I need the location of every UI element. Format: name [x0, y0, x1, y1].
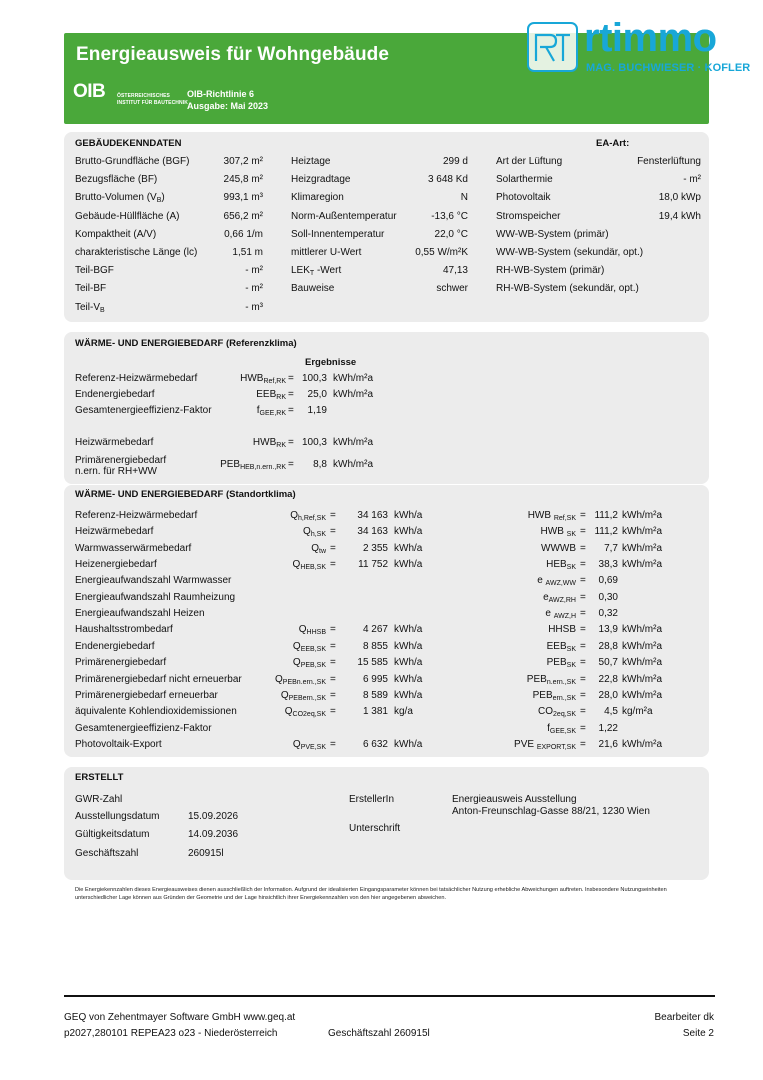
building-data-title: GEBÄUDEKENNDATEN — [75, 138, 182, 149]
col2-label: Soll-Innentemperatur — [291, 228, 385, 240]
site-row-q-symbol: $Q_{PEB,SK}$ — [292, 657, 326, 670]
ea-art-label: EA-Art: — [596, 138, 630, 149]
col3-label: Photovoltaik — [496, 192, 551, 204]
site-row-q-symbol: $Q_{EEB,SK}$ — [292, 640, 326, 653]
col1-value: 245,8 m² — [223, 174, 263, 186]
site-row-q-value: 1 381 — [362, 706, 388, 718]
site-row-k-unit: kWh/m²a — [622, 526, 662, 538]
site-row-k-symbol: e $_{AWZ,H}$ — [545, 608, 576, 621]
file-number-value: 260915l — [188, 848, 224, 859]
site-row-q-unit: kWh/a — [394, 542, 423, 554]
site-row-label: äquivalente Kohlendioxidemissionen — [75, 706, 237, 718]
site-row-k-value: 28,8 — [598, 640, 618, 652]
col1-label: Brutto-Volumen $(V_B)$ — [75, 192, 165, 205]
site-row-q-symbol: $Q_{PEBn.ern.,SK}$ — [275, 673, 326, 686]
site-row-q-unit: kg/a — [394, 706, 413, 718]
guideline-label: OIB-Richtlinie 6 — [187, 89, 255, 99]
col2-value: N — [460, 192, 468, 204]
reference-row-value: 1,19 — [307, 405, 327, 416]
site-row-label: Heizenergiebedarf — [75, 559, 157, 571]
site-row-label: Photovoltaik-Export — [75, 738, 162, 750]
col1-value: 1,51 m — [232, 247, 263, 258]
site-row-q-unit: kWh/a — [394, 657, 423, 669]
site-row-k-equals: = — [580, 559, 586, 571]
col2-value: 3 648 Kd — [427, 174, 468, 186]
reference-row-unit: kWh/m²a — [333, 389, 373, 400]
site-row-k-value: 0,69 — [598, 575, 618, 587]
col1-value: - m² — [245, 265, 263, 277]
site-row-k-symbol: HWB $_{Ref,SK}$ — [527, 510, 576, 522]
col3-label: Art der Lüftung — [496, 156, 563, 167]
site-row-k-unit: kWh/m²a — [622, 510, 662, 521]
site-row-q-unit: kWh/a — [394, 673, 423, 685]
site-row-label: Primärenergiebedarf — [75, 657, 167, 669]
disclaimer: Die Energiekennzahlen dieses Energieausweises dienen ausschließlich der Information. Aufgrund der idealisierten Eingangsparameter können bei tatsächlicher Nutzung erhebliche Abweichungen auftreten. Insbesondere Nutzungseinheiten unterschiedlicher Lage können aus Gründen der Geometrie und der Lage hinsichtlich ihrer Energiekennzahlen von den hier angegebenen abweichen. — [75, 887, 667, 901]
col3-value: - m² — [683, 174, 701, 186]
site-row-k-value: 21,6 — [598, 738, 618, 750]
reference-climate-title: WÄRME- UND ENERGIEBEDARF (Referenzklima) — [75, 338, 297, 349]
site-row-q-unit: kWh/a — [394, 640, 423, 652]
site-row-q-unit: kWh/a — [394, 559, 423, 571]
col3-label: WW-WB-System (primär) — [496, 228, 609, 240]
results-label: Ergebnisse — [305, 357, 357, 368]
footer-divider — [64, 995, 715, 997]
col1-label: Teil-BGF — [75, 265, 114, 277]
col2-value: 47,13 — [442, 265, 468, 277]
site-row-k-unit: kWh/m²a — [622, 673, 662, 685]
creator-line2: Anton-Freunschlag-Gasse 88/21, 1230 Wien — [452, 806, 650, 817]
peb-label — [75, 455, 166, 477]
site-row-q-unit: kWh/a — [394, 510, 423, 521]
site-row-q-value: 4 267 — [362, 624, 388, 636]
oib-org-line2: INSTITUT FÜR BAUTECHNIK — [117, 100, 188, 106]
site-row-q-value: 6 995 — [362, 673, 388, 685]
col2-value: 0,55 W/m²K — [415, 247, 468, 258]
site-row-k-symbol: $CO_{2eq,SK}$ — [538, 706, 576, 719]
peb-symbol: $PEB_{HEB,n.ern.,RK}$ — [220, 459, 286, 471]
site-row-q-equals: = — [330, 624, 336, 636]
site-row-k-equals: = — [580, 689, 586, 701]
site-row-k-value: 4,5 — [604, 706, 618, 718]
site-row-q-symbol: $Q_{HHSB}$ — [298, 624, 326, 637]
oib-logo: OIB — [73, 81, 106, 102]
site-row-label: Energieaufwandszahl Heizen — [75, 608, 205, 620]
site-row-k-unit: kWh/m²a — [622, 657, 662, 669]
site-row-q-value: 2 355 — [362, 542, 388, 554]
site-row-k-unit: kWh/m²a — [622, 738, 662, 750]
site-row-q-equals: = — [330, 510, 336, 521]
site-row-q-symbol: $Q_{h,SK}$ — [303, 526, 326, 539]
col3-value: Fensterlüftung — [637, 156, 701, 167]
reference-row-unit: kWh/m²a — [333, 437, 373, 448]
reference-row-equals: = — [288, 373, 294, 384]
signature-label: Unterschrift — [349, 823, 401, 834]
site-row-k-equals: = — [580, 738, 586, 750]
site-row-label: Energieaufwandszahl Raumheizung — [75, 591, 236, 603]
reference-row-equals: = — [288, 437, 294, 448]
col1-value: - m² — [245, 283, 263, 295]
peb-value: 8,8 — [313, 459, 327, 470]
site-row-q-value: 8 855 — [362, 640, 388, 652]
site-row-q-symbol: $Q_{CO2eq,SK}$ — [284, 706, 326, 719]
site-row-q-equals: = — [330, 542, 336, 554]
reference-row-label: Gesamtenergieeffizienz-Faktor — [75, 405, 212, 416]
rt-glyph-icon — [532, 29, 574, 67]
col3-value: 19,4 kWh — [658, 210, 701, 222]
reference-row-value: 100,3 — [301, 437, 327, 448]
col3-label: WW-WB-System (sekundär, opt.) — [496, 247, 644, 258]
site-row-q-value: 34 163 — [357, 526, 388, 538]
col1-value: 0,66 1/m — [224, 228, 263, 240]
site-row-q-equals: = — [330, 657, 336, 669]
site-row-q-value: 11 752 — [358, 559, 388, 571]
col2-label: Heiztage — [291, 156, 331, 167]
site-row-k-value: 111,2 — [594, 510, 618, 521]
col1-label: Kompaktheit (A/V) — [75, 228, 157, 240]
site-row-label: Primärenergiebedarf erneuerbar — [75, 689, 218, 701]
site-row-q-unit: kWh/a — [394, 738, 423, 750]
site-row-k-value: 0,30 — [598, 591, 618, 603]
reference-row-symbol: $EEB_{RK}$ — [256, 389, 286, 401]
col3-value: 18,0 kWp — [658, 192, 701, 204]
col2-label: Norm-Außentemperatur — [291, 210, 397, 222]
site-climate-title: WÄRME- UND ENERGIEBEDARF (Standortklima) — [75, 489, 296, 500]
site-row-q-equals: = — [330, 738, 336, 750]
oib-institute-name — [117, 93, 188, 107]
oib-guideline — [187, 88, 268, 112]
col1-label: Teil-$V_B$ — [75, 301, 105, 314]
footer-editor: Bearbeiter dk — [654, 1012, 714, 1023]
site-row-q-value: 34 163 — [357, 510, 388, 521]
col3-label: RH-WB-System (sekundär, opt.) — [496, 283, 639, 295]
site-row-k-unit: kWh/m²a — [622, 542, 662, 554]
col1-value: 307,2 m² — [223, 156, 263, 167]
reference-row-symbol: $HWB_{Ref,RK}$ — [240, 373, 286, 385]
site-row-q-equals: = — [330, 526, 336, 538]
created-title: ERSTELLT — [75, 772, 124, 783]
site-row-q-equals: = — [330, 640, 336, 652]
rtimmo-brand: rtimmo — [584, 16, 717, 60]
col2-label: mittlerer U-Wert — [291, 247, 362, 258]
site-row-q-equals: = — [330, 689, 336, 701]
valid-date-label: Gültigkeitsdatum — [75, 829, 150, 840]
col2-value: 299 d — [442, 156, 468, 167]
col1-label: Teil-BF — [75, 283, 107, 295]
site-row-label: Energieaufwandszahl Warmwasser — [75, 575, 232, 587]
footer-software: GEQ von Zehentmayer Software GmbH www.geq.at — [64, 1012, 296, 1023]
site-row-k-equals: = — [580, 575, 586, 587]
site-row-label: Warmwasserwärmebedarf — [75, 542, 192, 554]
reference-row-value: 100,3 — [301, 373, 327, 384]
site-row-k-unit: kWh/m²a — [622, 624, 662, 636]
site-row-k-equals: = — [580, 542, 586, 554]
col1-label: Bezugsfläche (BF) — [75, 174, 158, 186]
site-row-k-unit: kWh/m²a — [622, 640, 662, 652]
page-title: Energieausweis für Wohngebäude — [76, 44, 390, 65]
reference-row-equals: = — [288, 389, 294, 400]
site-row-k-equals: = — [580, 706, 586, 718]
issue-date-value: 15.09.2026 — [188, 811, 239, 822]
col1-label: Brutto-Grundfläche (BGF) — [75, 156, 190, 167]
col1-value: 993,1 m³ — [223, 192, 263, 204]
gwr-label: GWR-Zahl — [75, 794, 123, 805]
site-row-k-value: 13,9 — [598, 624, 618, 636]
footer-page: Seite 2 — [682, 1028, 714, 1039]
peb-label-line1: Primärenergiebedarf — [75, 455, 167, 466]
edition-label: Ausgabe: Mai 2023 — [187, 101, 269, 111]
reference-row-unit: kWh/m²a — [333, 373, 373, 384]
reference-row-label: Endenergiebedarf — [75, 389, 155, 400]
site-row-label: Heizwärmebedarf — [75, 526, 154, 538]
footer-file-number: Geschäftszahl 260915l — [328, 1028, 430, 1039]
site-row-q-symbol: $Q_{h,Ref,SK}$ — [290, 510, 326, 522]
site-row-q-value: 8 589 — [362, 689, 388, 701]
reference-row-value: 25,0 — [307, 389, 327, 400]
col1-value: 656,2 m² — [223, 210, 263, 222]
site-row-k-symbol: HHSB — [548, 624, 576, 636]
reference-row-label: Heizwärmebedarf — [75, 437, 154, 448]
site-row-k-value: 7,7 — [604, 542, 618, 554]
reference-row-equals: = — [288, 405, 294, 416]
site-row-k-equals: = — [580, 657, 586, 669]
site-row-label: Endenergiebedarf — [75, 640, 155, 652]
site-row-k-equals: = — [580, 526, 586, 538]
site-row-q-unit: kWh/a — [394, 689, 423, 701]
creator-line1: Energieausweis Ausstellung — [452, 794, 577, 805]
col1-value: - m³ — [245, 301, 263, 313]
site-row-k-symbol: e $_{AWZ,WW}$ — [537, 575, 576, 588]
site-row-k-symbol: WWWB — [541, 542, 576, 554]
col2-label: Heizgradtage — [291, 174, 351, 186]
col2-value: -13,6 °C — [431, 210, 468, 222]
oib-org-line1: ÖSTERREICHISCHES — [117, 93, 170, 99]
rtimmo-logo-icon — [527, 22, 578, 72]
site-row-label: Referenz-Heizwärmebedarf — [75, 510, 198, 521]
site-row-k-symbol: $HEB_{SK}$ — [546, 559, 576, 572]
site-row-k-value: 0,32 — [598, 608, 618, 620]
site-row-k-value: 22,8 — [598, 673, 618, 685]
site-row-k-symbol: PVE $_{EXPORT,SK}$ — [514, 738, 576, 751]
site-row-q-symbol: $Q_{HEB,SK}$ — [292, 559, 326, 572]
site-row-k-symbol: $PEB_{SK}$ — [546, 657, 576, 670]
rtimmo-owner: MAG. BUCHWIESER · KOFLER — [586, 62, 751, 74]
col2-label: Bauweise — [291, 283, 335, 295]
peb-label-line2: n.ern. für RH+WW — [75, 466, 157, 477]
site-row-q-symbol: $Q_{PVE,SK}$ — [292, 738, 326, 751]
site-row-q-equals: = — [330, 706, 336, 718]
site-row-q-unit: kWh/a — [394, 526, 423, 538]
site-row-q-unit: kWh/a — [394, 624, 423, 636]
col3-label: Stromspeicher — [496, 210, 561, 222]
site-row-k-equals: = — [580, 608, 586, 620]
site-row-k-symbol: $PEB_{ern.,SK}$ — [532, 689, 576, 702]
site-row-k-value: 38,3 — [598, 559, 618, 571]
site-row-k-unit: kWh/m²a — [622, 559, 662, 571]
site-row-k-unit: kWh/m²a — [622, 689, 662, 701]
site-row-q-symbol: $Q_{PEBern.,SK}$ — [280, 689, 326, 702]
site-row-k-value: 111,2 — [594, 526, 618, 538]
site-row-q-value: 15 585 — [357, 657, 388, 669]
footer-project: p2027,280101 REPEA23 o23 - Niederösterreich — [64, 1028, 278, 1039]
site-row-k-symbol: $e_{AWZ,RH}$ — [543, 591, 576, 604]
site-row-q-equals: = — [330, 559, 336, 571]
site-row-k-value: 50,7 — [598, 657, 618, 669]
issue-date-label: Ausstellungsdatum — [75, 811, 160, 822]
site-row-k-symbol: $PEB_{n.ern.,SK}$ — [526, 673, 576, 686]
site-row-k-value: 28,0 — [598, 689, 618, 701]
peb-equals: = — [288, 459, 294, 470]
reference-row-symbol: $HWB_{RK}$ — [252, 437, 286, 449]
site-row-k-symbol: $f_{GEE,SK}$ — [547, 722, 576, 735]
peb-unit: kWh/m²a — [333, 459, 373, 470]
col3-label: RH-WB-System (primär) — [496, 265, 605, 277]
site-row-q-symbol: $Q_{tw}$ — [311, 542, 326, 555]
valid-date-value: 14.09.2036 — [188, 829, 239, 840]
col3-label: Solarthermie — [496, 174, 553, 186]
site-row-k-equals: = — [580, 673, 586, 685]
site-row-k-equals: = — [580, 722, 586, 734]
col1-label: charakteristische Länge (lc) — [75, 247, 198, 258]
col2-value: 22,0 °C — [434, 228, 468, 240]
site-row-label: Gesamtenergieeffizienz-Faktor — [75, 722, 212, 734]
site-row-q-equals: = — [330, 673, 336, 685]
col2-label: $LEK_T$ -Wert — [291, 265, 342, 278]
creator-label: ErstellerIn — [349, 794, 395, 805]
site-row-k-symbol: HWB $_{SK}$ — [540, 526, 576, 539]
reference-row-label: Referenz-Heizwärmebedarf — [75, 373, 198, 384]
site-row-label: Primärenergiebedarf nicht erneuerbar — [75, 673, 242, 685]
reference-row-symbol: $f_{GEE,RK}$ — [256, 405, 286, 417]
file-number-label: Geschäftszahl — [75, 848, 139, 859]
site-row-q-value: 6 632 — [362, 738, 388, 750]
col2-value: schwer — [436, 283, 468, 295]
site-row-label: Haushaltsstrombedarf — [75, 624, 173, 636]
site-row-k-equals: = — [580, 510, 586, 521]
col2-label: Klimaregion — [291, 192, 344, 204]
site-row-k-symbol: $EEB_{SK}$ — [546, 640, 576, 653]
site-row-k-equals: = — [580, 591, 586, 603]
site-row-k-unit: kg/m²a — [622, 706, 653, 718]
site-row-k-value: 1,22 — [598, 722, 618, 734]
site-row-k-equals: = — [580, 640, 586, 652]
col1-label: Gebäude-Hüllfläche (A) — [75, 210, 180, 222]
site-row-k-equals: = — [580, 624, 586, 636]
